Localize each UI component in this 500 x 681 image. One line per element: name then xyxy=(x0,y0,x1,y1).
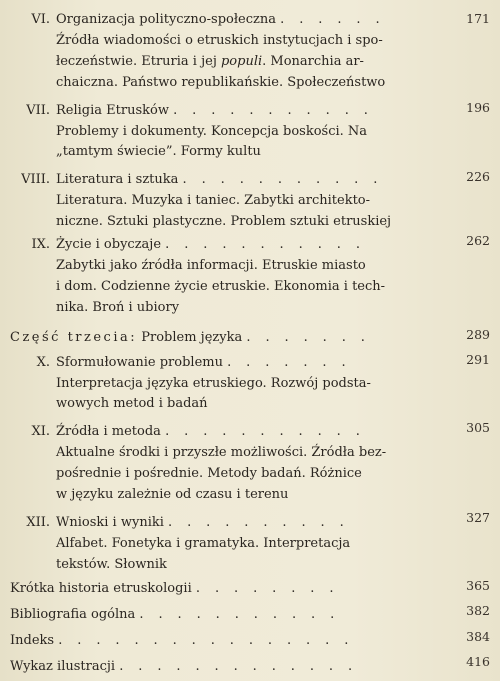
leader-dots: . . . . . . . . . . . xyxy=(182,172,383,187)
chapter-description-line: nika. Broń i ubiory xyxy=(56,300,180,315)
chapter-description-line: Źródła wiadomości o etruskich instytucjach i spo- xyxy=(56,33,383,48)
chapter-title-text: Wnioski i wyniki xyxy=(56,515,164,530)
chapter-title xyxy=(56,170,383,190)
page-number: 291 xyxy=(466,352,490,367)
entry-title-text: Wykaz ilustracji xyxy=(10,659,116,674)
page-number: 289 xyxy=(466,327,490,342)
chapter-description-line: niczne. Sztuki plastyczne. Problem sztuki etruskiej xyxy=(56,214,392,229)
chapter-description-line: Zabytki jako źródła informacji. Etruskie miasto xyxy=(56,258,366,273)
page-number: 327 xyxy=(466,510,490,525)
chapter-number: VIII. xyxy=(21,172,50,187)
chapter-number: IX. xyxy=(31,237,50,252)
chapter-title-text: Organizacja polityczno-społeczna xyxy=(56,12,277,27)
chapter-number: XII. xyxy=(26,515,50,530)
chapter-title xyxy=(56,422,365,442)
part-title xyxy=(10,328,370,348)
leader-dots: . . . . . . . . . . xyxy=(168,515,350,530)
chapter-description-line: Alfabet. Fonetyka i gramatyka. Interpretacja xyxy=(56,536,351,551)
page-number: 382 xyxy=(466,603,490,618)
chapter-description-line: pośrednie i pośrednie. Metody badań. Różnice xyxy=(56,466,362,481)
leader-dots: . . . . . . . . . . . xyxy=(173,103,374,118)
entry-title xyxy=(10,631,354,651)
chapter-description-line: wowych metod i badań xyxy=(56,396,208,411)
leader-dots: . . . . . . . xyxy=(227,355,352,370)
chapter-number: XI. xyxy=(31,424,50,439)
chapter-description-line: chaiczna. Państwo republikańskie. Społeczeństwo xyxy=(56,75,386,90)
part-title-text: Problem języka xyxy=(141,330,243,345)
page-number: 262 xyxy=(466,233,490,248)
chapter-title xyxy=(56,101,373,121)
entry-title xyxy=(10,605,340,625)
chapter-description-line: Literatura. Muzyka i taniec. Zabytki architekto- xyxy=(56,193,371,208)
leader-dots: . . . . . . . . . . . xyxy=(165,424,366,439)
chapter-title-text: Źródła i metoda xyxy=(56,424,161,439)
chapter-description-line: tekstów. Słownik xyxy=(56,557,167,572)
chapter-description-line: w języku zależnie od czasu i terenu xyxy=(56,487,289,502)
page-number: 384 xyxy=(466,629,490,644)
page-number: 226 xyxy=(466,169,490,184)
page-number: 416 xyxy=(466,654,490,669)
entry-title xyxy=(10,579,339,599)
chapter-description-line: „tamtym świecie”. Formy kultu xyxy=(56,144,261,159)
entry-title xyxy=(10,657,358,677)
leader-dots: . . . . . . . . xyxy=(195,581,339,596)
italic-term: populi xyxy=(220,54,263,69)
chapter-description-line: Interpretacja języka etruskiego. Rozwój podsta- xyxy=(56,376,371,391)
chapter-number: VII. xyxy=(26,103,50,118)
page-number: 171 xyxy=(466,11,490,26)
leader-dots: . . . . . . . . . . . xyxy=(139,607,340,622)
chapter-title xyxy=(56,235,365,255)
chapter-title-text: Religia Etrusków xyxy=(56,103,169,118)
chapter-number: VI. xyxy=(31,12,50,27)
chapter-description-line: i dom. Codzienne życie etruskie. Ekonomia i tech- xyxy=(56,279,386,294)
chapter-number: X. xyxy=(36,355,50,370)
chapter-title xyxy=(56,353,351,373)
chapter-title-text: Życie i obyczaje xyxy=(56,237,162,252)
chapter-description-line: Problemy i dokumenty. Koncepcja boskości. Na xyxy=(56,124,368,139)
chapter-description-line: łeczeństwie. Etruria i jej populi. Monarchia ar- xyxy=(56,54,364,69)
entry-title-text: Indeks xyxy=(10,633,55,648)
leader-dots: . . . . . . xyxy=(280,12,386,27)
leader-dots: . . . . . . . . . . . . . . . . xyxy=(58,633,354,648)
entry-title-text: Bibliografia ogólna xyxy=(10,607,136,622)
leader-dots: . . . . . . . . . . . xyxy=(165,237,366,252)
chapter-title xyxy=(56,10,385,30)
part-label: Część trzecia: xyxy=(10,330,138,345)
leader-dots: . . . . . . . xyxy=(246,330,371,345)
leader-dots: . . . . . . . . . . . . . xyxy=(119,659,358,674)
chapter-title xyxy=(56,513,349,533)
page-number: 305 xyxy=(466,420,490,435)
chapter-title-text: Sformułowanie problemu xyxy=(56,355,223,370)
entry-title-text: Krótka historia etruskologii xyxy=(10,581,192,596)
page-number: 196 xyxy=(466,100,490,115)
chapter-title-text: Literatura i sztuka xyxy=(56,172,179,187)
page-number: 365 xyxy=(466,578,490,593)
chapter-description-line: Aktualne środki i przyszłe możliwości. Źródła bez- xyxy=(56,445,387,460)
